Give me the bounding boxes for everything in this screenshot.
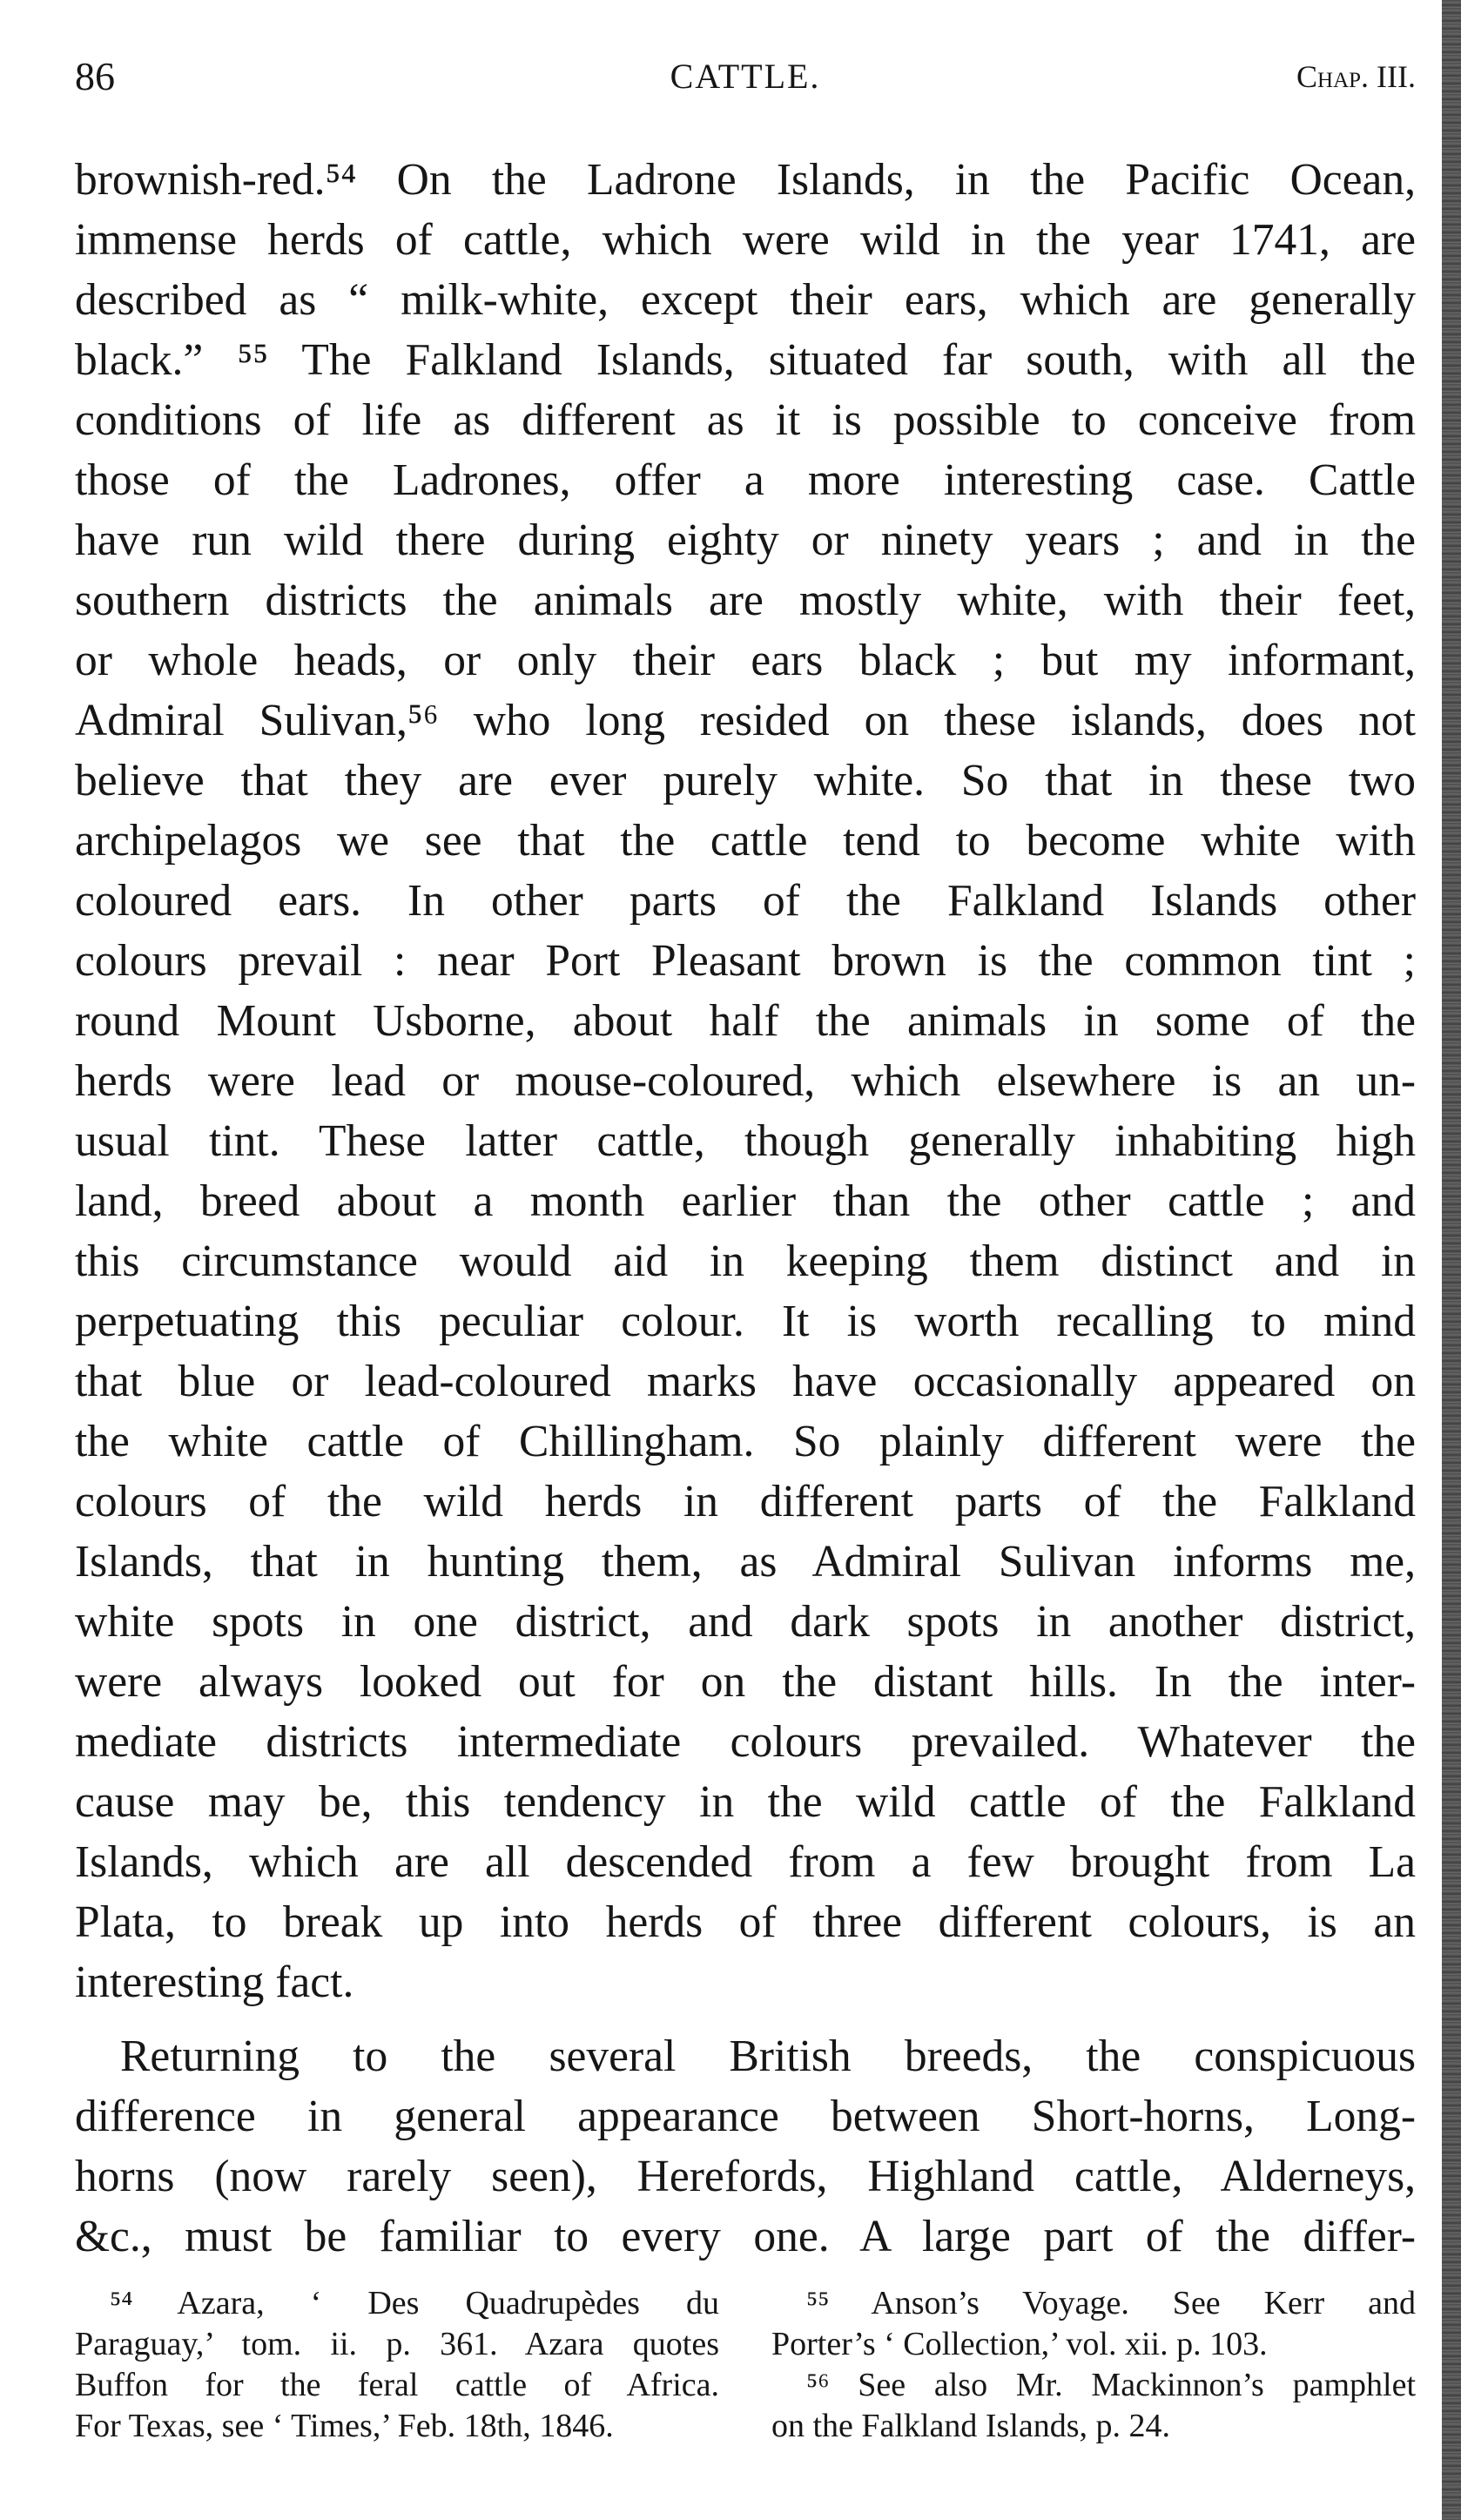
- text-line: round Mount Usborne, about half the animals in some of the: [75, 996, 1416, 1046]
- text-line: colours prevail : near Port Pleasant brown is the common tint ;: [75, 936, 1416, 986]
- text-line: coloured ears. In other parts of the Falkland Islands other: [75, 876, 1416, 926]
- text-line: Islands, that in hunting them, as Admiral Sulivan informs me,: [75, 1537, 1416, 1587]
- text-line: this circumstance would aid in keeping them distinct and in: [75, 1236, 1416, 1286]
- page-header: [75, 51, 1416, 103]
- text-line: &c., must be familiar to every one. A large part of the differ-: [75, 2212, 1416, 2261]
- chapter-label: Chap. III.: [1296, 59, 1416, 94]
- text-line: interesting fact.: [75, 1957, 354, 2007]
- paragraph-1: [75, 150, 1416, 2012]
- text-line: immense herds of cattle, which were wild in the year 1741, are: [75, 215, 1416, 265]
- text-line: black.” ⁵⁵ The Falkland Islands, situated far south, with all the: [75, 335, 1416, 385]
- footnote-line: on the Falkland Islands, p. 24.: [771, 2408, 1171, 2444]
- text-line: colours of the wild herds in different parts of the Falkland: [75, 1477, 1416, 1526]
- text-line: described as “ milk-white, except their ears, which are generally: [75, 275, 1416, 325]
- footnote-line: For Texas, see ‘ Times,’ Feb. 18th, 1846.: [75, 2408, 614, 2444]
- footnotes-right-column: [771, 2283, 1416, 2447]
- text-line: Plata, to break up into herds of three different colours, is an: [75, 1897, 1416, 1947]
- text-line: cause may be, this tendency in the wild cattle of the Falkland: [75, 1777, 1416, 1827]
- footnote-line: Paraguay,’ tom. ii. p. 361. Azara quotes: [75, 2326, 719, 2362]
- text-line: Islands, which are all descended from a few brought from La: [75, 1837, 1416, 1887]
- footnote-line: ⁵⁴ Azara, ‘ Des Quadrupèdes du: [110, 2285, 719, 2321]
- text-line: archipelagos we see that the cattle tend to become white with: [75, 816, 1416, 866]
- text-line: difference in general appearance between Short-horns, Long-: [75, 2092, 1416, 2141]
- text-line: conditions of life as different as it is possible to conceive from: [75, 395, 1416, 445]
- text-line: or whole heads, or only their ears black ; but my informant,: [75, 636, 1416, 685]
- text-line: white spots in one district, and dark spots in another district,: [75, 1597, 1416, 1647]
- paragraph-2: [75, 2026, 1416, 2267]
- text-line: mediate districts intermediate colours prevailed. Whatever the: [75, 1717, 1416, 1767]
- text-line: that blue or lead-coloured marks have occasionally appeared on: [75, 1357, 1416, 1406]
- text-line: Returning to the several British breeds, the conspicuous: [120, 2031, 1416, 2081]
- footnote-line: ⁵⁶ See also Mr. Mackinnon’s pamphlet: [806, 2367, 1416, 2403]
- text-line: southern districts the animals are mostly white, with their feet,: [75, 576, 1416, 625]
- text-line: herds were lead or mouse-coloured, which elsewhere is an un-: [75, 1056, 1416, 1106]
- text-line: perpetuating this peculiar colour. It is worth recalling to mind: [75, 1297, 1416, 1346]
- text-line: Admiral Sulivan,⁵⁶ who long resided on these islands, does not: [75, 696, 1416, 745]
- text-line: horns (now rarely seen), Herefords, Highland cattle, Alderneys,: [75, 2152, 1416, 2201]
- text-line: believe that they are ever purely white. So that in these two: [75, 756, 1416, 805]
- text-line: land, breed about a month earlier than the other cattle ; and: [75, 1176, 1416, 1226]
- text-line: were always looked out for on the distant hills. In the inter-: [75, 1657, 1416, 1707]
- text-line: the white cattle of Chillingham. So plainly different were the: [75, 1417, 1416, 1466]
- page-number: 86: [75, 54, 115, 98]
- paragraph-gap: [75, 2012, 1416, 2026]
- footnote-line: ⁵⁵ Anson’s Voyage. See Kerr and: [806, 2285, 1416, 2321]
- footnote-line: Buffon for the feral cattle of Africa.: [75, 2367, 719, 2403]
- page-edge-shading: [1442, 0, 1461, 2520]
- text-line: have run wild there during eighty or ninety years ; and in the: [75, 515, 1416, 565]
- text-line: those of the Ladrones, offer a more interesting case. Cattle: [75, 455, 1416, 505]
- running-title: CATTLE.: [670, 57, 821, 96]
- body-text: [75, 150, 1416, 2267]
- footnote-line: Porter’s ‘ Collection,’ vol. xii. p. 103.: [771, 2326, 1268, 2362]
- text-line: usual tint. These latter cattle, though generally inhabiting high: [75, 1116, 1416, 1166]
- text-line: brownish-red.⁵⁴ On the Ladrone Islands, in the Pacific Ocean,: [75, 155, 1416, 205]
- footnotes-left-column: [75, 2283, 719, 2447]
